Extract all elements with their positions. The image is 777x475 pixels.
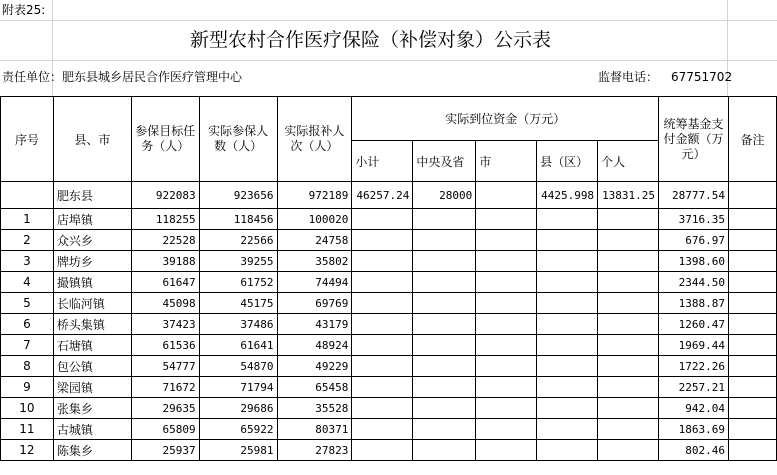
- header-pooled: 统筹基金支付金额（万元）: [659, 97, 729, 182]
- header-subtotal: 小计: [352, 141, 413, 182]
- row-seq: 9: [1, 377, 54, 398]
- row-name: 桥头集镇: [53, 314, 131, 335]
- header-insured: 实际参保人数（人）: [199, 97, 277, 182]
- row-personal: [598, 230, 659, 251]
- row-central: [413, 272, 476, 293]
- row-seq: 3: [1, 251, 54, 272]
- gridline: [0, 60, 777, 61]
- row-insured: 54870: [199, 356, 277, 377]
- row-pooled: 1863.69: [659, 419, 729, 440]
- row-remark: [728, 272, 776, 293]
- row-seq: 11: [1, 419, 54, 440]
- row-target: 37423: [131, 314, 199, 335]
- header-claims: 实际报补人次（人）: [277, 97, 352, 182]
- row-district: [537, 230, 598, 251]
- total-personal: 13831.25: [598, 182, 659, 209]
- row-central: [413, 209, 476, 230]
- row-central: [413, 335, 476, 356]
- row-district: [537, 314, 598, 335]
- row-claims: 80371: [277, 419, 352, 440]
- row-subtotal: [352, 335, 413, 356]
- row-central: [413, 251, 476, 272]
- row-personal: [598, 293, 659, 314]
- responsible-unit-label: 责任单位：肥东县城乡居民合作医疗管理中心: [2, 70, 243, 84]
- row-target: 45098: [131, 293, 199, 314]
- row-seq: 12: [1, 440, 54, 461]
- row-remark: [728, 419, 776, 440]
- table-row: [1, 335, 777, 356]
- row-insured: 61641: [199, 335, 277, 356]
- row-district: [537, 335, 598, 356]
- table-row: [1, 209, 777, 230]
- row-target: 22528: [131, 230, 199, 251]
- row-name: 牌坊乡: [53, 251, 131, 272]
- row-city: [476, 356, 537, 377]
- header-county: 县、市: [53, 97, 131, 182]
- row-city: [476, 398, 537, 419]
- row-insured: 45175: [199, 293, 277, 314]
- table-row: [1, 356, 777, 377]
- row-subtotal: [352, 314, 413, 335]
- total-row: [1, 182, 777, 209]
- row-subtotal: [352, 377, 413, 398]
- row-district: [537, 356, 598, 377]
- row-personal: [598, 251, 659, 272]
- row-claims: 43179: [277, 314, 352, 335]
- header-funds: 实际到位资金（万元）: [352, 97, 659, 141]
- row-pooled: 1722.26: [659, 356, 729, 377]
- row-name: 梁园镇: [53, 377, 131, 398]
- row-remark: [728, 251, 776, 272]
- row-name: 包公镇: [53, 356, 131, 377]
- row-remark: [728, 335, 776, 356]
- row-central: [413, 293, 476, 314]
- row-remark: [728, 293, 776, 314]
- row-personal: [598, 209, 659, 230]
- row-pooled: 1260.47: [659, 314, 729, 335]
- row-target: 71672: [131, 377, 199, 398]
- row-name: 古城镇: [53, 419, 131, 440]
- header-personal: 个人: [598, 141, 659, 182]
- phone-label: 监督电话：: [598, 70, 659, 84]
- row-seq: 5: [1, 293, 54, 314]
- row-target: 29635: [131, 398, 199, 419]
- row-insured: 71794: [199, 377, 277, 398]
- total-pooled: 28777.54: [659, 182, 729, 209]
- row-pooled: 1969.44: [659, 335, 729, 356]
- row-claims: 74494: [277, 272, 352, 293]
- row-pooled: 1398.60: [659, 251, 729, 272]
- table-header-row: [1, 97, 777, 141]
- row-name: 石塘镇: [53, 335, 131, 356]
- row-central: [413, 398, 476, 419]
- header-city: 市: [476, 141, 537, 182]
- row-district: [537, 377, 598, 398]
- row-name: 长临河镇: [53, 293, 131, 314]
- row-subtotal: [352, 356, 413, 377]
- row-district: [537, 251, 598, 272]
- page-title: 新型农村合作医疗保险（补偿对象）公示表: [190, 29, 552, 51]
- compensation-table: [0, 96, 777, 461]
- row-central: [413, 377, 476, 398]
- row-city: [476, 251, 537, 272]
- row-target: 61536: [131, 335, 199, 356]
- row-claims: 35528: [277, 398, 352, 419]
- row-insured: 25981: [199, 440, 277, 461]
- table-row: [1, 272, 777, 293]
- table-row: [1, 314, 777, 335]
- row-seq: 6: [1, 314, 54, 335]
- row-claims: 48924: [277, 335, 352, 356]
- row-pooled: 3716.35: [659, 209, 729, 230]
- row-remark: [728, 314, 776, 335]
- row-central: [413, 356, 476, 377]
- row-seq: 10: [1, 398, 54, 419]
- gridline: [0, 20, 777, 21]
- row-personal: [598, 335, 659, 356]
- row-personal: [598, 419, 659, 440]
- phone-number: 67751702: [671, 70, 733, 84]
- row-district: [537, 209, 598, 230]
- header-central: 中央及省: [413, 141, 476, 182]
- row-remark: [728, 230, 776, 251]
- row-pooled: 2344.50: [659, 272, 729, 293]
- row-claims: 69769: [277, 293, 352, 314]
- row-claims: 100020: [277, 209, 352, 230]
- row-remark: [728, 440, 776, 461]
- row-insured: 65922: [199, 419, 277, 440]
- row-district: [537, 440, 598, 461]
- row-personal: [598, 398, 659, 419]
- row-claims: 24758: [277, 230, 352, 251]
- row-subtotal: [352, 398, 413, 419]
- header-district: 县（区）: [537, 141, 598, 182]
- row-seq: 8: [1, 356, 54, 377]
- total-seq: [1, 182, 54, 209]
- row-city: [476, 335, 537, 356]
- row-personal: [598, 440, 659, 461]
- row-name: 陈集乡: [53, 440, 131, 461]
- row-target: 61647: [131, 272, 199, 293]
- header-target: 参保目标任务（人）: [131, 97, 199, 182]
- row-central: [413, 230, 476, 251]
- row-remark: [728, 356, 776, 377]
- row-personal: [598, 377, 659, 398]
- row-district: [537, 272, 598, 293]
- row-subtotal: [352, 293, 413, 314]
- row-city: [476, 314, 537, 335]
- total-subtotal: 46257.24: [352, 182, 413, 209]
- row-subtotal: [352, 272, 413, 293]
- total-claims: 972189: [277, 182, 352, 209]
- total-name: 肥东县: [53, 182, 131, 209]
- row-remark: [728, 398, 776, 419]
- row-claims: 35802: [277, 251, 352, 272]
- total-remark: [728, 182, 776, 209]
- row-claims: 49229: [277, 356, 352, 377]
- row-pooled: 676.97: [659, 230, 729, 251]
- row-seq: 7: [1, 335, 54, 356]
- row-district: [537, 293, 598, 314]
- total-insured: 923656: [199, 182, 277, 209]
- table-row: [1, 230, 777, 251]
- row-remark: [728, 209, 776, 230]
- row-city: [476, 293, 537, 314]
- row-target: 25937: [131, 440, 199, 461]
- table-row: [1, 440, 777, 461]
- row-subtotal: [352, 251, 413, 272]
- row-central: [413, 419, 476, 440]
- row-insured: 29686: [199, 398, 277, 419]
- row-target: 39188: [131, 251, 199, 272]
- header-remark: 备注: [728, 97, 776, 182]
- row-subtotal: [352, 209, 413, 230]
- row-pooled: 1388.87: [659, 293, 729, 314]
- row-pooled: 942.04: [659, 398, 729, 419]
- row-city: [476, 419, 537, 440]
- row-insured: 61752: [199, 272, 277, 293]
- row-personal: [598, 356, 659, 377]
- row-district: [537, 398, 598, 419]
- row-subtotal: [352, 440, 413, 461]
- total-city: [476, 182, 537, 209]
- row-insured: 22566: [199, 230, 277, 251]
- row-city: [476, 272, 537, 293]
- row-city: [476, 440, 537, 461]
- table-row: [1, 251, 777, 272]
- row-subtotal: [352, 230, 413, 251]
- row-claims: 65458: [277, 377, 352, 398]
- total-central: 28000: [413, 182, 476, 209]
- table-row: [1, 293, 777, 314]
- table-body: [1, 209, 777, 461]
- row-insured: 118456: [199, 209, 277, 230]
- row-city: [476, 377, 537, 398]
- row-name: 众兴乡: [53, 230, 131, 251]
- table-row: [1, 419, 777, 440]
- table-row: [1, 377, 777, 398]
- row-name: 张集乡: [53, 398, 131, 419]
- row-seq: 2: [1, 230, 54, 251]
- row-name: 店埠镇: [53, 209, 131, 230]
- row-target: 118255: [131, 209, 199, 230]
- row-insured: 39255: [199, 251, 277, 272]
- row-central: [413, 440, 476, 461]
- appendix-label: 附表25:: [2, 3, 46, 17]
- row-central: [413, 314, 476, 335]
- row-city: [476, 230, 537, 251]
- table-row: [1, 398, 777, 419]
- row-remark: [728, 377, 776, 398]
- row-pooled: 2257.21: [659, 377, 729, 398]
- row-subtotal: [352, 419, 413, 440]
- row-name: 撮镇镇: [53, 272, 131, 293]
- row-target: 65809: [131, 419, 199, 440]
- row-seq: 4: [1, 272, 54, 293]
- row-personal: [598, 314, 659, 335]
- row-target: 54777: [131, 356, 199, 377]
- total-target: 922083: [131, 182, 199, 209]
- header-seq: 序号: [1, 97, 54, 182]
- row-personal: [598, 272, 659, 293]
- row-insured: 37486: [199, 314, 277, 335]
- row-seq: 1: [1, 209, 54, 230]
- row-city: [476, 209, 537, 230]
- row-district: [537, 419, 598, 440]
- row-pooled: 802.46: [659, 440, 729, 461]
- total-district: 4425.998: [537, 182, 598, 209]
- row-claims: 27823: [277, 440, 352, 461]
